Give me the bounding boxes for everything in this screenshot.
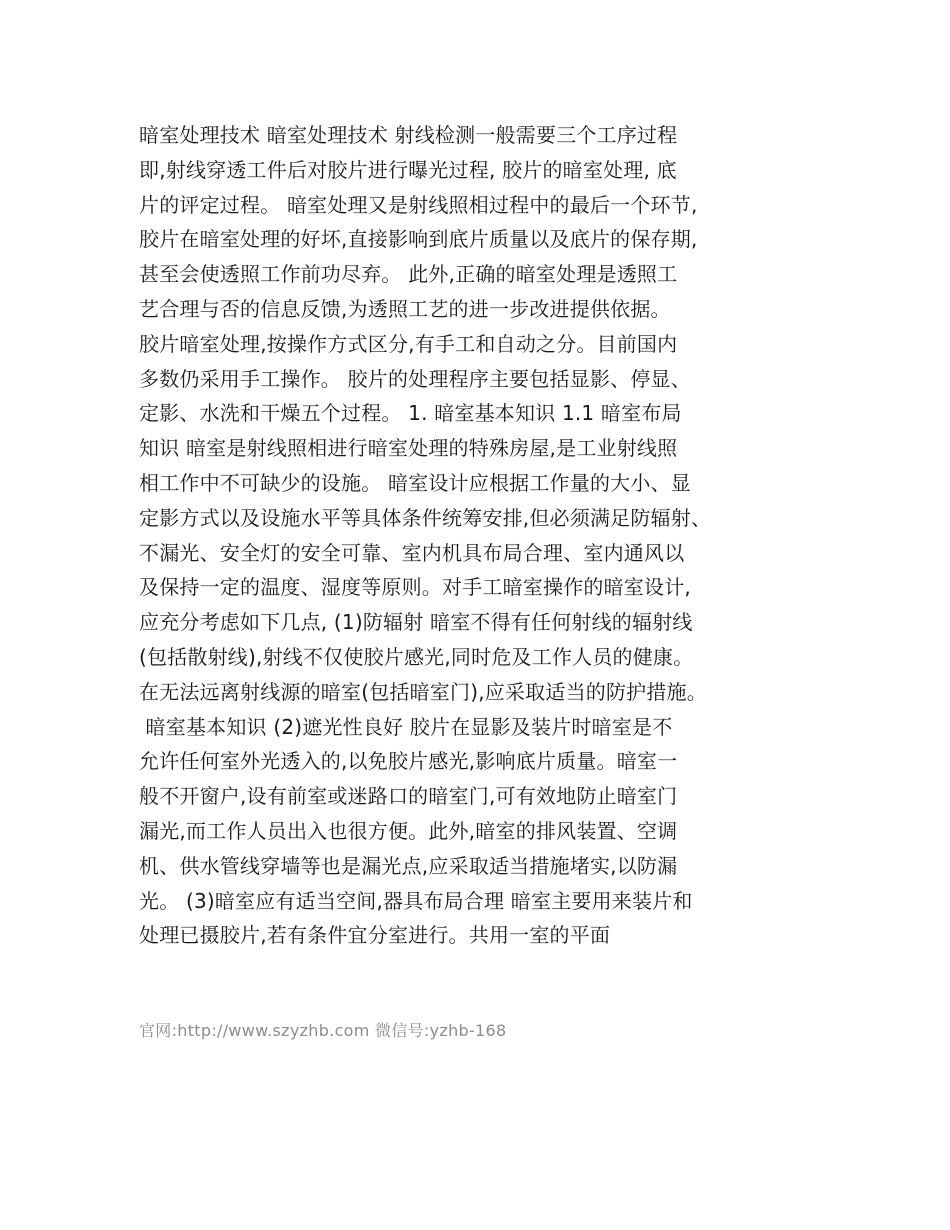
- text-line: 处理已摄胶片,若有条件宜分室进行。共用一室的平面: [139, 923, 611, 948]
- text-line: 多数仍采用手工操作。 胶片的处理程序主要包括显影、停显、: [139, 366, 691, 391]
- text-line: 知识 暗室是射线照相进行暗室处理的特殊房屋,是工业射线照: [139, 436, 678, 461]
- text-line: 胶片在暗室处理的好坏,直接影响到底片质量以及底片的保存期,: [139, 227, 698, 252]
- text-line: 相工作中不可缺少的设施。 暗室设计应根据工作量的大小、显: [139, 470, 691, 495]
- text-line: 片的评定过程。 暗室处理又是射线照相过程中的最后一个环节,: [139, 192, 698, 217]
- text-line: 艺合理与否的信息反馈,为透照工艺的进一步改进提供依据。: [139, 296, 671, 321]
- text-line: 不漏光、安全灯的安全可靠、室内机具布局合理、室内通风以: [139, 540, 685, 565]
- text-line: 允许任何室外光透入的,以免胶片感光,影响底片质量。暗室一: [139, 749, 678, 774]
- text-line: 即,射线穿透工件后对胶片进行曝光过程, 胶片的暗室处理, 底: [139, 157, 677, 182]
- text-line: 漏光,而工作人员出入也很方便。此外,暗室的排风装置、空调: [139, 818, 678, 843]
- text-line: 光。 (3)暗室应有适当空间,器具布局合理 暗室主要用来装片和: [139, 888, 693, 913]
- text-line: 般不开窗户,设有前室或迷路口的暗室门,可有效地防止暗室门: [139, 784, 678, 809]
- text-line: 暗室处理技术 暗室处理技术 射线检测一般需要三个工序过程: [139, 123, 678, 147]
- text-line: 定影方式以及设施水平等具体条件统筹安排,但必须满足防辐射、: [139, 505, 712, 530]
- body-text: [139, 118, 839, 953]
- text-line: 应充分考虑如下几点, (1)防辐射 暗室不得有任何射线的辐射线: [139, 610, 693, 635]
- text-line: 机、供水管线穿墙等也是漏光点,应采取适当措施堵实,以防漏: [139, 853, 678, 878]
- text-line: 定影、水洗和干燥五个过程。 1. 暗室基本知识 1.1 暗室布局: [139, 401, 682, 426]
- text-line: 在无法远离射线源的暗室(包括暗室门),应采取适当的防护措施。: [139, 679, 707, 704]
- footer-contact: 官网:http://www.szyzhb.com 微信号:yzhb-168: [139, 1021, 507, 1040]
- text-line: 胶片暗室处理,按操作方式区分,有手工和自动之分。目前国内: [139, 331, 678, 356]
- text-line: 甚至会使透照工作前功尽弃。 此外,正确的暗室处理是透照工: [139, 262, 678, 287]
- text-line: (包括散射线),射线不仅使胶片感光,同时危及工作人员的健康。: [139, 644, 694, 669]
- text-line: 暗室基本知识 (2)遮光性良好 胶片在显影及装片时暗室是不: [139, 714, 673, 739]
- text-line: 及保持一定的温度、湿度等原则。对手工暗室操作的暗室设计,: [139, 575, 691, 600]
